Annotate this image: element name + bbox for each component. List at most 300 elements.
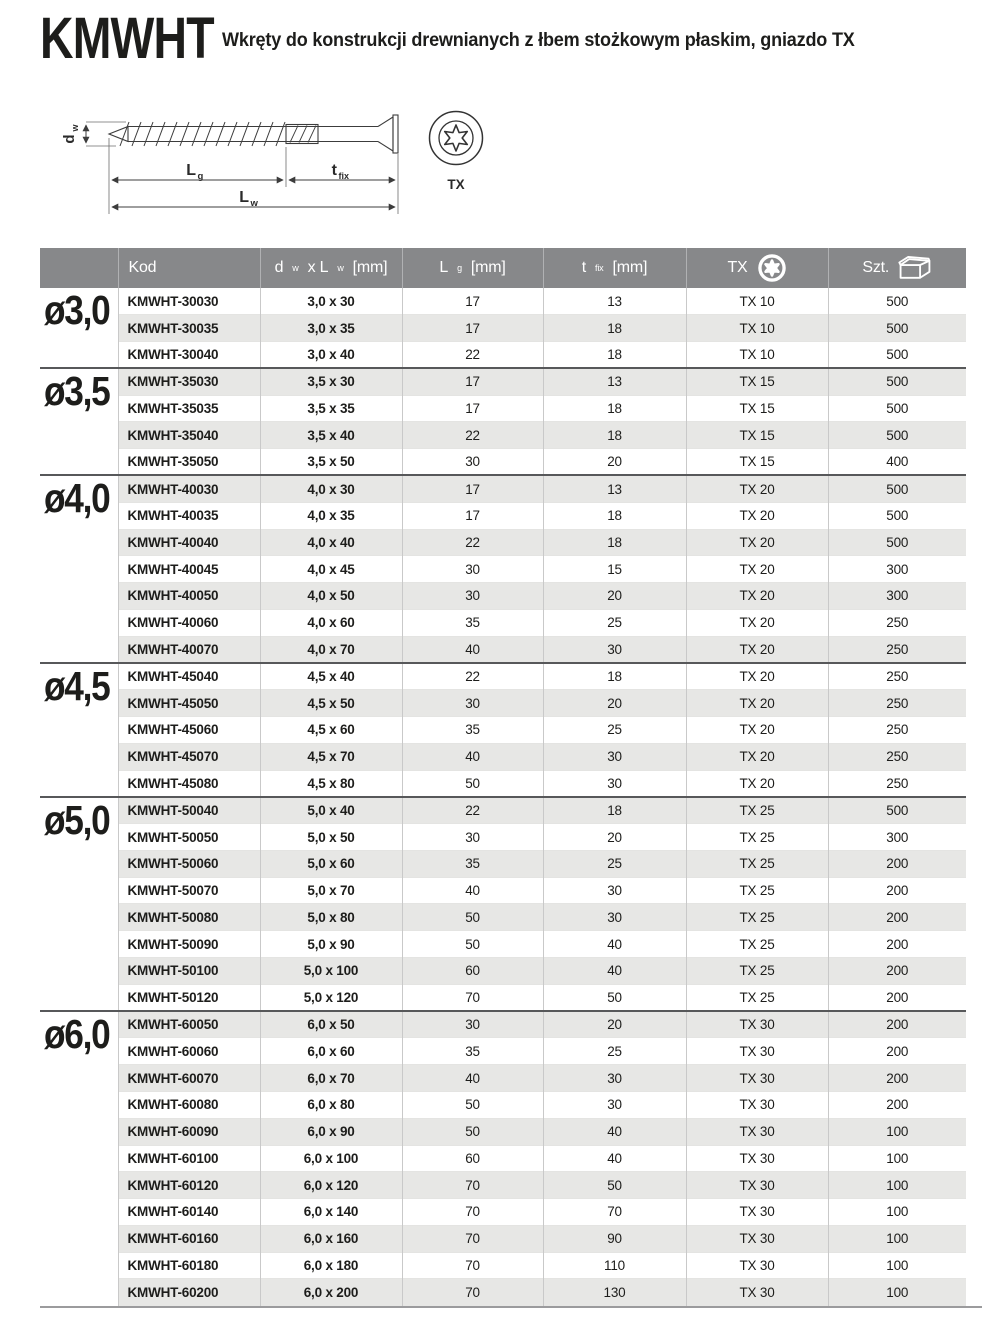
code-cell: KMWHT-30040 xyxy=(118,342,260,369)
code-cell: KMWHT-50070 xyxy=(118,877,260,904)
masthead xyxy=(0,0,1000,71)
table-row xyxy=(40,1091,966,1118)
code-cell: KMWHT-60160 xyxy=(118,1225,260,1252)
code-cell: KMWHT-45040 xyxy=(118,663,260,690)
table-row xyxy=(40,609,966,636)
code-cell: KMWHT-45050 xyxy=(118,690,260,717)
tfix-cell: 40 xyxy=(543,931,686,958)
dimension-cell: 4,0 x 70 xyxy=(260,636,402,663)
diameter-group-label: ø4,0 xyxy=(44,475,110,522)
header-label: [mm] xyxy=(612,258,648,276)
lg-cell: 50 xyxy=(402,1091,543,1118)
dimension-cell: 6,0 x 160 xyxy=(260,1225,402,1252)
lg-cell: 17 xyxy=(402,368,543,395)
code-cell: KMWHT-35050 xyxy=(118,449,260,476)
tx-cell: TX 25 xyxy=(686,984,828,1011)
code-cell: KMWHT-60050 xyxy=(118,1011,260,1038)
tfix-cell: 30 xyxy=(543,743,686,770)
tfix-cell: 30 xyxy=(543,1091,686,1118)
qty-cell: 500 xyxy=(828,368,966,395)
code-cell: KMWHT-60200 xyxy=(118,1279,260,1306)
qty-cell: 250 xyxy=(828,663,966,690)
qty-cell: 200 xyxy=(828,1091,966,1118)
tfix-cell: 70 xyxy=(543,1199,686,1226)
dimension-cell: 4,0 x 50 xyxy=(260,583,402,610)
dimension-cell: 5,0 x 70 xyxy=(260,877,402,904)
header-label-sub: fix xyxy=(595,262,604,273)
header-label-sub: g xyxy=(457,262,462,273)
code-cell: KMWHT-50060 xyxy=(118,850,260,877)
code-cell: KMWHT-45060 xyxy=(118,717,260,744)
qty-cell: 100 xyxy=(828,1279,966,1306)
tfix-cell: 30 xyxy=(543,770,686,797)
dimension-cell: 4,0 x 60 xyxy=(260,609,402,636)
code-cell: KMWHT-50040 xyxy=(118,797,260,824)
code-cell: KMWHT-45080 xyxy=(118,770,260,797)
lg-cell: 30 xyxy=(402,824,543,851)
tfix-cell: 30 xyxy=(543,904,686,931)
dimension-cell: 3,0 x 35 xyxy=(260,315,402,342)
dimension-cell: 6,0 x 120 xyxy=(260,1172,402,1199)
table-row xyxy=(40,770,966,797)
lg-cell: 22 xyxy=(402,797,543,824)
qty-cell: 100 xyxy=(828,1145,966,1172)
table-row xyxy=(40,529,966,556)
qty-cell: 250 xyxy=(828,717,966,744)
lg-cell: 50 xyxy=(402,770,543,797)
lg-cell: 35 xyxy=(402,850,543,877)
qty-cell: 200 xyxy=(828,1011,966,1038)
dimension-cell: 5,0 x 80 xyxy=(260,904,402,931)
tfix-cell: 25 xyxy=(543,850,686,877)
tx-cell: TX 20 xyxy=(686,529,828,556)
tfix-cell: 13 xyxy=(543,368,686,395)
qty-cell: 500 xyxy=(828,529,966,556)
tfix-dimension-sub: fix xyxy=(338,171,350,181)
tx-drive-caption: TX xyxy=(447,177,465,192)
dimension-cell: 6,0 x 200 xyxy=(260,1279,402,1306)
lg-cell: 30 xyxy=(402,1011,543,1038)
code-cell: KMWHT-40035 xyxy=(118,502,260,529)
lg-cell: 30 xyxy=(402,556,543,583)
table-row xyxy=(40,1065,966,1092)
qty-cell: 300 xyxy=(828,556,966,583)
dimension-cell: 3,5 x 35 xyxy=(260,395,402,422)
qty-cell: 200 xyxy=(828,984,966,1011)
tx-cell: TX 30 xyxy=(686,1145,828,1172)
dimension-cell: 3,0 x 30 xyxy=(260,288,402,315)
tfix-cell: 20 xyxy=(543,583,686,610)
tfix-cell: 13 xyxy=(543,475,686,502)
table-row xyxy=(40,1145,966,1172)
qty-cell: 100 xyxy=(828,1252,966,1279)
col-header-content xyxy=(439,259,505,277)
col-header-szt xyxy=(828,248,966,288)
code-cell: KMWHT-40050 xyxy=(118,583,260,610)
code-cell: KMWHT-40040 xyxy=(118,529,260,556)
col-header-content xyxy=(582,259,647,277)
lg-cell: 22 xyxy=(402,663,543,690)
code-cell: KMWHT-60090 xyxy=(118,1118,260,1145)
lg-cell: 70 xyxy=(402,1199,543,1226)
table-row xyxy=(40,877,966,904)
table-bottom-rule xyxy=(40,1306,982,1308)
tfix-cell: 25 xyxy=(543,1038,686,1065)
tfix-cell: 40 xyxy=(543,1118,686,1145)
tx-cell: TX 30 xyxy=(686,1011,828,1038)
tx-cell: TX 15 xyxy=(686,368,828,395)
qty-cell: 100 xyxy=(828,1199,966,1226)
qty-cell: 500 xyxy=(828,797,966,824)
header-label: [mm] xyxy=(470,258,506,276)
lg-cell: 70 xyxy=(402,1225,543,1252)
col-header-content xyxy=(727,253,786,283)
tx-cell: TX 20 xyxy=(686,770,828,797)
header-label: d xyxy=(274,258,284,276)
tx-cell: TX 10 xyxy=(686,288,828,315)
diameter-group-cell xyxy=(40,368,118,475)
tfix-cell: 110 xyxy=(543,1252,686,1279)
product-table xyxy=(40,248,966,1306)
lg-cell: 35 xyxy=(402,1038,543,1065)
table-row xyxy=(40,1038,966,1065)
code-cell: KMWHT-60140 xyxy=(118,1199,260,1226)
qty-cell: 500 xyxy=(828,342,966,369)
dimension-cell: 4,5 x 50 xyxy=(260,690,402,717)
tx-cell: TX 20 xyxy=(686,636,828,663)
lg-cell: 70 xyxy=(402,1252,543,1279)
tx-cell: TX 25 xyxy=(686,877,828,904)
dimension-cell: 6,0 x 140 xyxy=(260,1199,402,1226)
tx-cell: TX 20 xyxy=(686,556,828,583)
tfix-cell: 18 xyxy=(543,395,686,422)
dimension-cell: 6,0 x 90 xyxy=(260,1118,402,1145)
table-row xyxy=(40,1225,966,1252)
tfix-cell: 30 xyxy=(543,1065,686,1092)
dimension-cell: 3,0 x 40 xyxy=(260,342,402,369)
header-label: t xyxy=(581,258,587,276)
table-header-row xyxy=(40,248,966,288)
code-cell: KMWHT-50050 xyxy=(118,824,260,851)
qty-cell: 200 xyxy=(828,850,966,877)
qty-cell: 100 xyxy=(828,1118,966,1145)
table-row xyxy=(40,931,966,958)
code-cell: KMWHT-60080 xyxy=(118,1091,260,1118)
tx-cell: TX 20 xyxy=(686,663,828,690)
col-header-content xyxy=(275,259,388,277)
dimension-cell: 4,5 x 80 xyxy=(260,770,402,797)
header-label-sub: w xyxy=(337,262,344,273)
qty-cell: 200 xyxy=(828,931,966,958)
table-row xyxy=(40,904,966,931)
tfix-dimension-label: t xyxy=(331,162,337,179)
lg-cell: 30 xyxy=(402,583,543,610)
tfix-cell: 20 xyxy=(543,449,686,476)
tx-drive-icon xyxy=(430,112,483,165)
diameter-group-cell xyxy=(40,1011,118,1306)
qty-cell: 500 xyxy=(828,422,966,449)
tx-cell: TX 20 xyxy=(686,475,828,502)
qty-cell: 200 xyxy=(828,1065,966,1092)
dimension-cell: 6,0 x 70 xyxy=(260,1065,402,1092)
tfix-cell: 40 xyxy=(543,1145,686,1172)
code-cell: KMWHT-50090 xyxy=(118,931,260,958)
dimension-cell: 4,0 x 45 xyxy=(260,556,402,583)
col-header-content xyxy=(862,254,932,282)
tfix-cell: 18 xyxy=(543,663,686,690)
dimension-cell: 4,0 x 40 xyxy=(260,529,402,556)
col-header-dim xyxy=(260,248,402,288)
lg-dimension-label: L xyxy=(186,162,196,179)
tfix-cell: 18 xyxy=(543,422,686,449)
dimension-cell: 4,5 x 40 xyxy=(260,663,402,690)
dimension-cell: 4,0 x 35 xyxy=(260,502,402,529)
tx-cell: TX 15 xyxy=(686,395,828,422)
header-label: TX xyxy=(727,259,748,276)
lg-cell: 22 xyxy=(402,422,543,449)
dimension-cell: 3,5 x 40 xyxy=(260,422,402,449)
tfix-cell: 30 xyxy=(543,877,686,904)
dimension-cell: 3,5 x 30 xyxy=(260,368,402,395)
tx-cell: TX 20 xyxy=(686,743,828,770)
code-cell: KMWHT-35040 xyxy=(118,422,260,449)
tfix-cell: 30 xyxy=(543,636,686,663)
lw-dimension-label: L xyxy=(239,189,249,206)
qty-cell: 100 xyxy=(828,1225,966,1252)
dimension-cell: 6,0 x 180 xyxy=(260,1252,402,1279)
tfix-cell: 130 xyxy=(543,1279,686,1306)
col-header-content xyxy=(119,259,260,277)
dimension-cell: 5,0 x 40 xyxy=(260,797,402,824)
tx-cell: TX 30 xyxy=(686,1091,828,1118)
qty-cell: 250 xyxy=(828,636,966,663)
code-cell: KMWHT-50100 xyxy=(118,958,260,985)
tx-cell: TX 25 xyxy=(686,958,828,985)
diameter-group-cell xyxy=(40,475,118,662)
table-row xyxy=(40,1252,966,1279)
code-cell: KMWHT-60100 xyxy=(118,1145,260,1172)
tx-cell: TX 25 xyxy=(686,931,828,958)
lg-cell: 22 xyxy=(402,529,543,556)
lg-cell: 50 xyxy=(402,1118,543,1145)
tx-cell: TX 15 xyxy=(686,422,828,449)
tx-cell: TX 15 xyxy=(686,449,828,476)
col-header-lg xyxy=(402,248,543,288)
table-row xyxy=(40,850,966,877)
lg-cell: 40 xyxy=(402,877,543,904)
lg-cell: 70 xyxy=(402,1279,543,1306)
code-cell: KMWHT-35035 xyxy=(118,395,260,422)
tx-cell: TX 20 xyxy=(686,690,828,717)
dimension-cell: 4,0 x 30 xyxy=(260,475,402,502)
table-row xyxy=(40,1011,966,1038)
tx-cell: TX 30 xyxy=(686,1252,828,1279)
table-row xyxy=(40,502,966,529)
lg-cell: 30 xyxy=(402,690,543,717)
diameter-group-label: ø6,0 xyxy=(44,1011,110,1058)
lg-cell: 35 xyxy=(402,609,543,636)
table-row xyxy=(40,583,966,610)
diameter-group-label: ø4,5 xyxy=(44,662,110,709)
lg-cell: 60 xyxy=(402,1145,543,1172)
dimension-cell: 6,0 x 50 xyxy=(260,1011,402,1038)
product-table-wrap xyxy=(40,248,966,1308)
lg-cell: 70 xyxy=(402,1172,543,1199)
dw-dimension-label: d xyxy=(61,134,78,144)
diameter-group-cell xyxy=(40,663,118,797)
header-label: Kod xyxy=(128,258,157,276)
qty-cell: 500 xyxy=(828,475,966,502)
tfix-cell: 20 xyxy=(543,690,686,717)
tfix-cell: 90 xyxy=(543,1225,686,1252)
lg-dimension-sub: g xyxy=(197,171,204,182)
lg-cell: 60 xyxy=(402,958,543,985)
table-row xyxy=(40,422,966,449)
table-row xyxy=(40,824,966,851)
qty-cell: 400 xyxy=(828,449,966,476)
code-cell: KMWHT-60180 xyxy=(118,1252,260,1279)
diameter-group-label: ø5,0 xyxy=(44,796,110,843)
table-row xyxy=(40,342,966,369)
header-label-sub: w xyxy=(292,262,299,273)
qty-cell: 250 xyxy=(828,609,966,636)
tfix-cell: 18 xyxy=(543,797,686,824)
code-cell: KMWHT-40045 xyxy=(118,556,260,583)
table-row xyxy=(40,984,966,1011)
lw-dimension-sub: w xyxy=(250,198,258,209)
tx-cell: TX 25 xyxy=(686,824,828,851)
diameter-group-cell xyxy=(40,797,118,1011)
table-row xyxy=(40,1279,966,1306)
code-cell: KMWHT-35030 xyxy=(118,368,260,395)
tx-cell: TX 25 xyxy=(686,797,828,824)
lg-cell: 22 xyxy=(402,342,543,369)
tfix-cell: 20 xyxy=(543,1011,686,1038)
tx-cell: TX 30 xyxy=(686,1225,828,1252)
table-row xyxy=(40,1199,966,1226)
table-row xyxy=(40,288,966,315)
table-row xyxy=(40,663,966,690)
qty-cell: 200 xyxy=(828,877,966,904)
tfix-cell: 25 xyxy=(543,717,686,744)
header-label: Szt. xyxy=(862,259,890,276)
torx-icon xyxy=(757,253,787,283)
tfix-cell: 20 xyxy=(543,824,686,851)
code-cell: KMWHT-60060 xyxy=(118,1038,260,1065)
code-cell: KMWHT-60070 xyxy=(118,1065,260,1092)
screw-technical-drawing xyxy=(56,94,526,232)
table-row xyxy=(40,1172,966,1199)
dimension-cell: 6,0 x 100 xyxy=(260,1145,402,1172)
col-header-dia xyxy=(40,248,118,288)
lg-cell: 17 xyxy=(402,395,543,422)
table-row xyxy=(40,315,966,342)
qty-cell: 500 xyxy=(828,502,966,529)
lg-cell: 40 xyxy=(402,1065,543,1092)
tx-cell: TX 20 xyxy=(686,717,828,744)
dimension-cell: 3,5 x 50 xyxy=(260,449,402,476)
tx-cell: TX 30 xyxy=(686,1065,828,1092)
dimension-cell: 5,0 x 90 xyxy=(260,931,402,958)
tx-cell: TX 25 xyxy=(686,904,828,931)
dimension-cell: 4,5 x 70 xyxy=(260,743,402,770)
dimension-cell: 4,5 x 60 xyxy=(260,717,402,744)
lg-cell: 40 xyxy=(402,636,543,663)
tx-cell: TX 20 xyxy=(686,502,828,529)
code-cell: KMWHT-30035 xyxy=(118,315,260,342)
qty-cell: 500 xyxy=(828,315,966,342)
code-cell: KMWHT-40060 xyxy=(118,609,260,636)
lg-cell: 35 xyxy=(402,717,543,744)
table-row xyxy=(40,717,966,744)
table-row xyxy=(40,395,966,422)
lg-cell: 50 xyxy=(402,904,543,931)
lg-cell: 70 xyxy=(402,984,543,1011)
dimension-cell: 6,0 x 60 xyxy=(260,1038,402,1065)
qty-cell: 500 xyxy=(828,395,966,422)
table-row xyxy=(40,958,966,985)
tfix-cell: 50 xyxy=(543,1172,686,1199)
diameter-group-cell xyxy=(40,288,118,368)
qty-cell: 250 xyxy=(828,743,966,770)
tfix-cell: 50 xyxy=(543,984,686,1011)
tfix-cell: 40 xyxy=(543,958,686,985)
tx-cell: TX 30 xyxy=(686,1038,828,1065)
qty-cell: 200 xyxy=(828,958,966,985)
dimension-cell: 5,0 x 120 xyxy=(260,984,402,1011)
tfix-cell: 18 xyxy=(543,529,686,556)
code-cell: KMWHT-30030 xyxy=(118,288,260,315)
code-cell: KMWHT-50120 xyxy=(118,984,260,1011)
tx-cell: TX 10 xyxy=(686,315,828,342)
qty-cell: 500 xyxy=(828,288,966,315)
table-row xyxy=(40,743,966,770)
diameter-group-label: ø3,0 xyxy=(44,288,110,333)
tfix-cell: 18 xyxy=(543,342,686,369)
qty-cell: 200 xyxy=(828,1038,966,1065)
box-icon xyxy=(898,254,932,282)
lg-cell: 50 xyxy=(402,931,543,958)
diameter-group-label: ø3,5 xyxy=(44,368,110,415)
header-label: [mm] xyxy=(352,258,388,276)
header-label: L xyxy=(439,258,449,276)
lg-cell: 30 xyxy=(402,449,543,476)
dimension-cell: 6,0 x 80 xyxy=(260,1091,402,1118)
code-cell: KMWHT-45070 xyxy=(118,743,260,770)
lg-cell: 17 xyxy=(402,502,543,529)
tfix-cell: 18 xyxy=(543,502,686,529)
header-label: x L xyxy=(307,258,329,276)
tfix-cell: 15 xyxy=(543,556,686,583)
qty-cell: 250 xyxy=(828,770,966,797)
code-cell: KMWHT-40070 xyxy=(118,636,260,663)
tx-cell: TX 20 xyxy=(686,583,828,610)
qty-cell: 300 xyxy=(828,824,966,851)
tx-cell: TX 30 xyxy=(686,1279,828,1306)
table-row xyxy=(40,636,966,663)
table-header xyxy=(40,248,966,288)
dimension-cell: 5,0 x 50 xyxy=(260,824,402,851)
screw-diagram xyxy=(56,94,1000,232)
tfix-cell: 25 xyxy=(543,609,686,636)
col-header-tx xyxy=(686,248,828,288)
tx-cell: TX 30 xyxy=(686,1172,828,1199)
tfix-cell: 13 xyxy=(543,288,686,315)
dimension-cell: 5,0 x 60 xyxy=(260,850,402,877)
code-cell: KMWHT-40030 xyxy=(118,475,260,502)
col-header-tfix xyxy=(543,248,686,288)
table-row xyxy=(40,475,966,502)
